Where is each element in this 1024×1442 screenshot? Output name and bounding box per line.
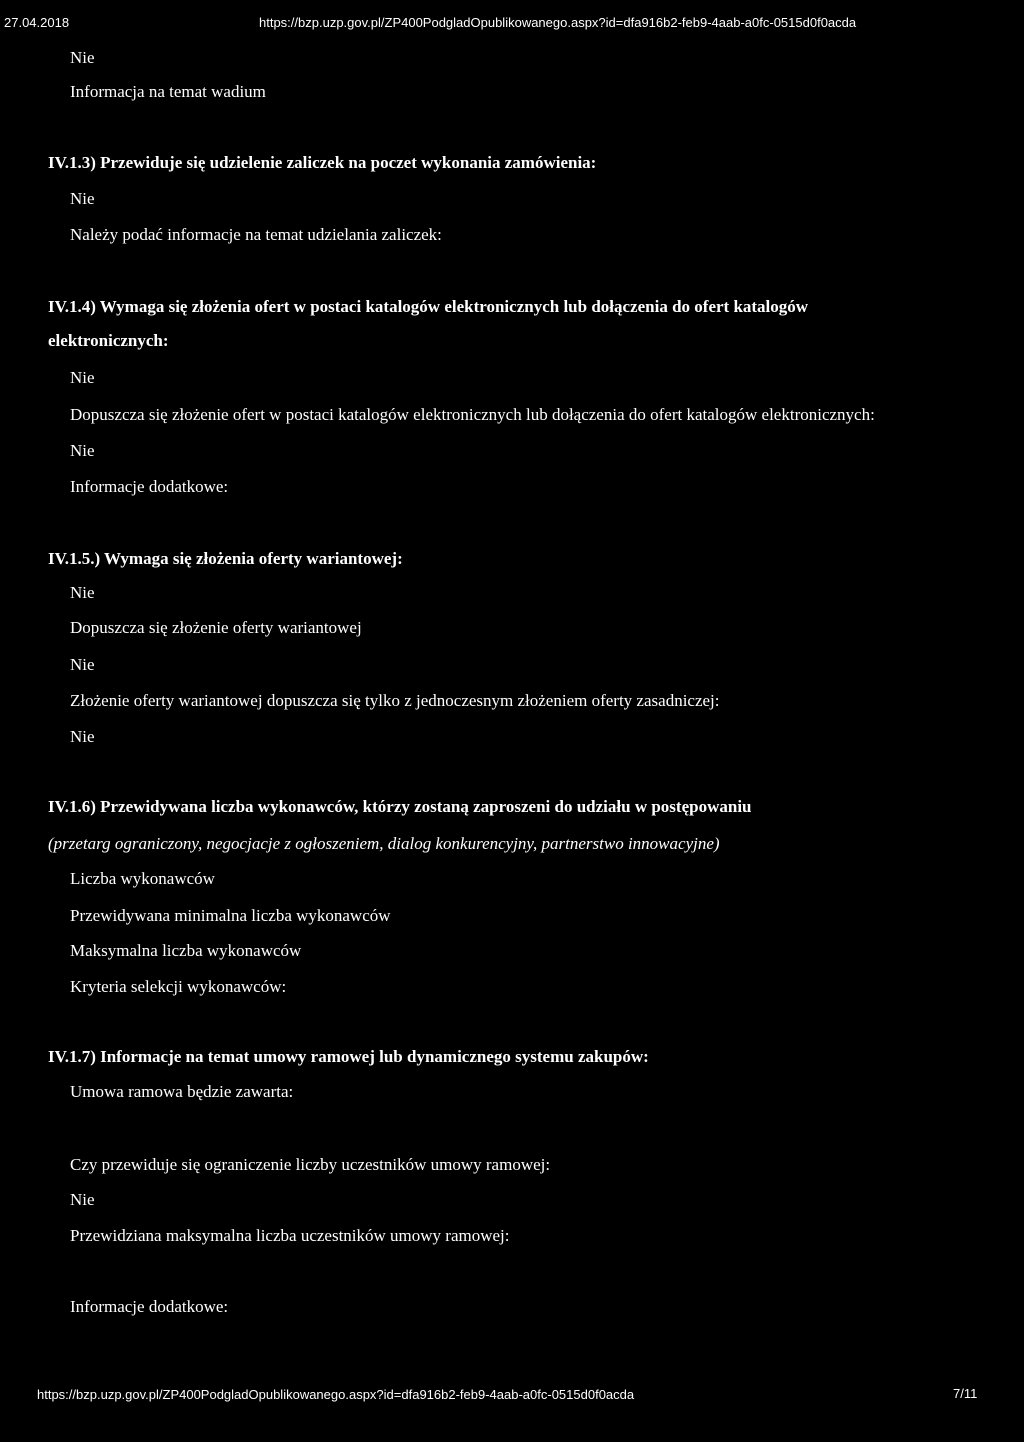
section-heading-iv-1-4-cont: elektronicznych: bbox=[48, 331, 169, 350]
catalog-allowed-value: Nie bbox=[70, 441, 95, 460]
section-heading-iv-1-4: IV.1.4) Wymaga się złożenia ofert w postaci katalogów elektronicznych lub dołączenia do ofert katalogów bbox=[48, 297, 809, 316]
section-heading-iv-1-7: IV.1.7) Informacje na temat umowy ramowej lub dynamicznego systemu zakupów: bbox=[48, 1047, 649, 1066]
procedure-types-note: (przetarg ograniczony, negocjacje z ogłoszeniem, dialog konkurencyjny, partnerstwo innowacyjne) bbox=[48, 834, 720, 853]
header-date: 27.04.2018 bbox=[4, 15, 70, 30]
variant-with-main-label: Złożenie oferty wariantowej dopuszcza się tylko z jednoczesnym złożeniem oferty zasadniczej: bbox=[70, 691, 720, 710]
advance-value: Nie bbox=[70, 189, 95, 208]
selection-criteria-label: Kryteria selekcji wykonawców: bbox=[70, 977, 287, 996]
catalog-required-value: Nie bbox=[70, 368, 95, 387]
wadium-value: Nie bbox=[70, 48, 95, 67]
contractors-count-label: Liczba wykonawców bbox=[70, 869, 215, 888]
header-url: https://bzp.uzp.gov.pl/ZP400PodgladOpublikowanego.aspx?id=dfa916b2-feb9-4aab-a0fc-0515d0f0acda bbox=[259, 15, 857, 30]
variant-allowed-label: Dopuszcza się złożenie oferty wariantowej bbox=[70, 618, 362, 637]
catalog-allowed-label: Dopuszcza się złożenie ofert w postaci katalogów elektronicznych lub dołączenia do ofert katalogów elektronicznych: bbox=[70, 405, 875, 424]
participant-limit-value: Nie bbox=[70, 1190, 95, 1209]
participant-limit-label: Czy przewiduje się ograniczenie liczby uczestników umowy ramowej: bbox=[70, 1155, 551, 1174]
section-heading-iv-1-3: IV.1.3) Przewiduje się udzielenie zaliczek na poczet wykonania zamówienia: bbox=[48, 153, 597, 172]
wadium-info-label: Informacja na temat wadium bbox=[70, 82, 266, 101]
variant-allowed-value: Nie bbox=[70, 655, 95, 674]
contractors-min-label: Przewidywana minimalna liczba wykonawców bbox=[70, 906, 391, 925]
framework-agreement-label: Umowa ramowa będzie zawarta: bbox=[70, 1082, 294, 1101]
contractors-max-label: Maksymalna liczba wykonawców bbox=[70, 941, 302, 960]
section-heading-iv-1-5: IV.1.5.) Wymaga się złożenia oferty wariantowej: bbox=[48, 549, 403, 568]
footer-url: https://bzp.uzp.gov.pl/ZP400PodgladOpublikowanego.aspx?id=dfa916b2-feb9-4aab-a0fc-0515d0f0acda bbox=[37, 1387, 635, 1402]
framework-additional-info-label: Informacje dodatkowe: bbox=[70, 1297, 229, 1316]
variant-required-value: Nie bbox=[70, 583, 95, 602]
participant-max-label: Przewidziana maksymalna liczba uczestników umowy ramowej: bbox=[70, 1226, 510, 1245]
variant-with-main-value: Nie bbox=[70, 727, 95, 746]
page-number: 7/11 bbox=[953, 1386, 978, 1401]
catalog-additional-info-label: Informacje dodatkowe: bbox=[70, 477, 229, 496]
section-heading-iv-1-6: IV.1.6) Przewidywana liczba wykonawców, którzy zostaną zaproszeni do udziału w postępowaniu bbox=[48, 797, 752, 816]
advance-info-label: Należy podać informacje na temat udzielania zaliczek: bbox=[70, 225, 442, 244]
